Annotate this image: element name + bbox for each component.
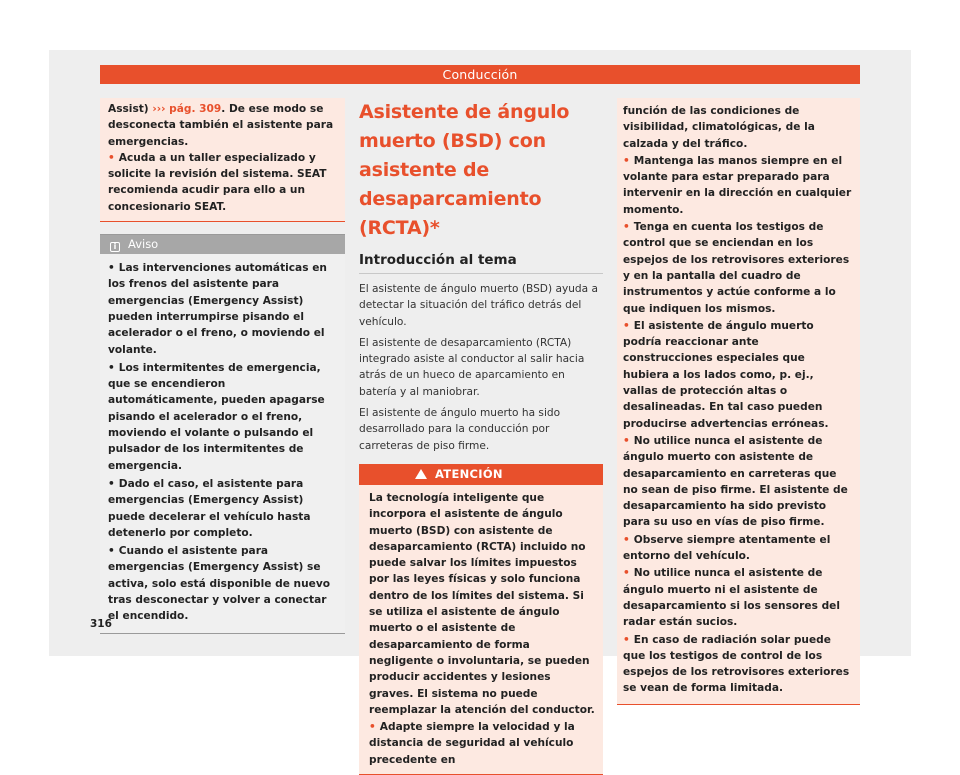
chapter-header: Conducción <box>100 65 860 84</box>
warning-bullet-item: • En caso de radiación solar puede que los testigos de control de los espejos de los retrovisores exteriores se vean de forma limitada. <box>623 633 850 695</box>
atencion-body <box>359 485 603 774</box>
warning-triangle-icon <box>415 469 427 479</box>
warning-bullet-item: • Mantenga las manos siempre en el volante para estar preparado para intervenir en la dirección en cualquier momento. <box>623 154 852 216</box>
section-title: Asistente de ángulo muerto (BSD) con asistente de desaparcamiento (RCTA)* <box>359 101 570 239</box>
left-column <box>100 98 345 634</box>
intro-bullet-text: Acuda a un taller especializado y solicite la revisión del sistema. SEAT recomienda acudir para ello a un concesionario SEAT. <box>108 151 327 213</box>
atencion-title: ATENCIÓN <box>435 466 503 481</box>
atencion-header <box>359 464 603 485</box>
atencion-text: La tecnología inteligente que incorpora el asistente de ángulo muerto (BSD) con asistente de desaparcamiento (RCTA) incluido no puede salvar los límites impuestos por las leyes físicas y solo funciona dentro de los límites del sistema. Si se utiliza el asistente de ángulo muerto o el asistente de desaparcamiento de forma negligente o involuntaria, se pueden producir accidentes y lesiones graves. El sistema no puede reemplazar la atención del conductor. <box>369 491 595 716</box>
continued-warning-box <box>100 98 345 222</box>
right-column <box>617 98 860 705</box>
aviso-box <box>100 234 345 634</box>
section-subtitle: Introducción al tema <box>359 252 517 268</box>
warning-bullet-item: • El asistente de ángulo muerto podría reaccionar ante construcciones especiales que hubiera a los lados como, p. ej., vallas de protección altas o desalineadas. En tal caso pueden producirse advertencias erróneas. <box>623 319 829 430</box>
page-number: 316 <box>90 618 112 630</box>
aviso-header <box>100 235 345 254</box>
subtitle-divider <box>359 273 603 274</box>
warning-bullet-item: • Tenga en cuenta los testigos de control que se enciendan en los espejos de los retrovisores exteriores y en la pantalla del cuadro de instrumentos y actúe conforme a lo que indiquen los mismos. <box>623 221 850 315</box>
warning-bullet-item: • No utilice nunca el asistente de ángulo muerto ni el asistente de desaparcamiento si los sensores del radar están sucios. <box>623 567 840 629</box>
aviso-item: • Los intermitentes de emergencia, que se encendieron automáticamente, pueden apagarse pisando el acelerador o el freno, moviendo el volante o pulsando el pulsador de los intermitentes de emergencia. <box>108 361 325 472</box>
atencion-box <box>359 464 603 775</box>
middle-column <box>359 98 603 775</box>
intro-paragraph <box>108 101 337 150</box>
intro-suffix: . De ese modo se desconecta también el asistente para emergencias. <box>108 103 334 148</box>
body-paragraph: El asistente de desaparcamiento (RCTA) integrado asiste al conductor al salir hacia atrás de un hueco de aparcamiento en batería y al maniobrar. <box>359 336 585 398</box>
atencion-continued-box <box>617 98 860 705</box>
aviso-item: • Cuando el asistente para emergencias (Emergency Assist) se activa, solo está disponible de nuevo tras desconectar y volver a conectar el encendido. <box>108 545 331 623</box>
warning-bullet-item: • No utilice nunca el asistente de ángulo muerto con asistente de desaparcamiento en carreteras que no sean de piso firme. El asistente de desaparcamiento ha sido previsto para su uso en vías de piso firme. <box>623 434 848 529</box>
intro-bullet-item <box>108 150 337 215</box>
warning-bullet-item: • Observe siempre atentamente el entorno del vehículo. <box>623 533 831 563</box>
aviso-item: • Dado el caso, el asistente para emergencias (Emergency Assist) puede decelerar el vehículo hasta detenerlo por completo. <box>108 477 311 539</box>
intro-prefix: Assist) <box>108 103 153 115</box>
aviso-body <box>100 254 345 633</box>
bullet-marker: • <box>108 151 115 164</box>
page-reference-link[interactable]: ››› pág. 309 <box>152 103 222 115</box>
body-paragraph: El asistente de ángulo muerto ha sido desarrollado para la conducción por carreteras de piso firme. <box>359 407 561 452</box>
bullet-marker: • <box>369 721 376 734</box>
continued-text: función de las condiciones de visibilidad, climatológicas, de la calzada y del tráfico. <box>623 105 815 150</box>
aviso-item: • Las intervenciones automáticas en los frenos del asistente para emergencias (Emergency Assist) pueden interrumpirse pisando el acelerador o el freno, o moviendo el volante. <box>108 262 327 356</box>
aviso-title: Aviso <box>128 237 159 252</box>
atencion-bullet-item: • Adapte siempre la velocidad y la distancia de seguridad al vehículo precedente en <box>369 721 575 766</box>
info-icon: i <box>110 242 120 252</box>
body-paragraph: El asistente de ángulo muerto (BSD) ayuda a detectar la situación del tráfico detrás del vehículo. <box>359 283 599 328</box>
intro-paragraphs <box>359 281 603 454</box>
